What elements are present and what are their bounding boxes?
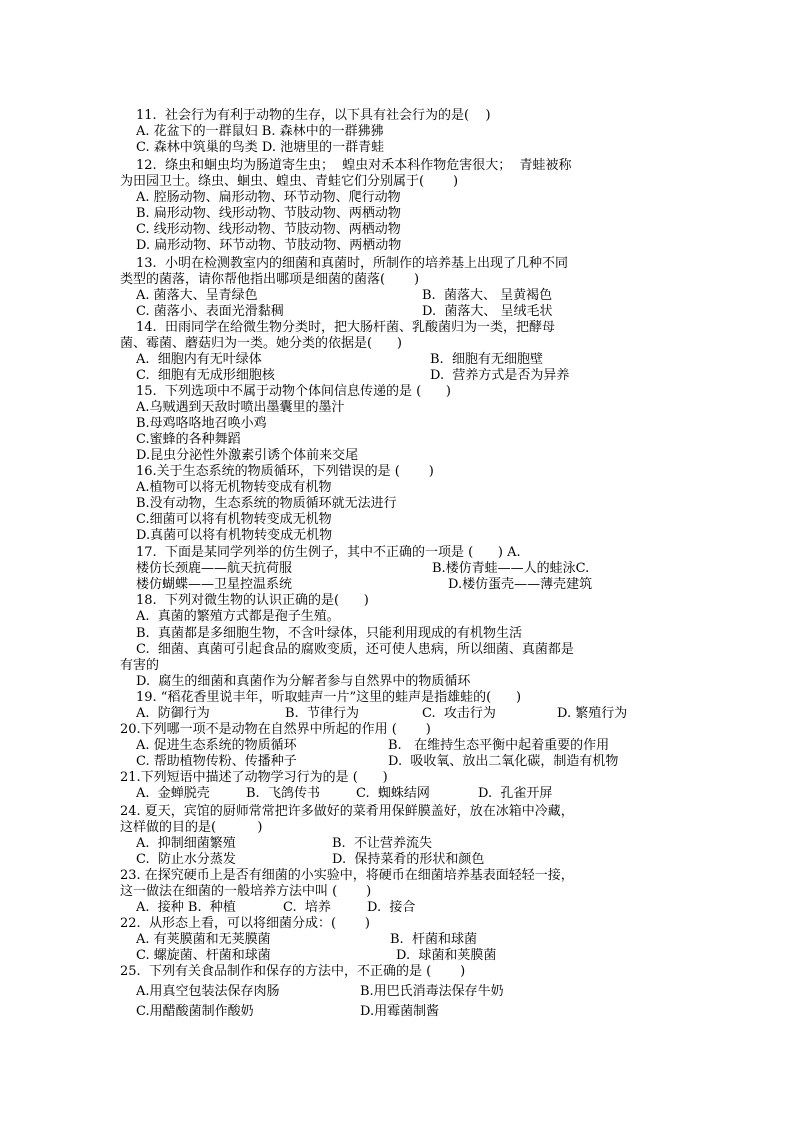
question-stem-continued: 类型的菌落，请你帮他指出哪项是细菌的菌落( ) (120, 272, 420, 287)
option-c: C.用醋酸菌制作酸奶 (136, 1004, 254, 1019)
option-c: C. 菌落小、表面光滑黏稠 (136, 304, 284, 319)
option-a: A. 防御行为 (136, 706, 210, 721)
option-c: C. 培养 (283, 900, 331, 915)
option-d: D.用霉菌制酱 (360, 1004, 440, 1019)
question-stem: 16.关于生态系统的物质循环，下列错误的是 ( ) (136, 464, 434, 479)
option-b: B.没有动物，生态系统的物质循环就无法进行 (136, 496, 397, 511)
option-b: B.用巴氏消毒法保存牛奶 (360, 984, 504, 999)
option-c-continued: 有害的 (120, 658, 160, 673)
option-a: A.乌贼遇到天敌时喷出墨囊里的墨汁 (136, 400, 345, 415)
question-stem: 25. 下列有关食品制作和保存的方法中，不正确的是 ( ) (120, 964, 466, 979)
option-b: B. 飞鸽传书 (246, 786, 320, 801)
option-c: C. 细胞有无成形细胞核 (136, 368, 275, 383)
question-stem: 14. 田雨同学在给微生物分类时，把大肠杆菌、乳酸菌归为一类，把酵母 (136, 320, 555, 335)
option-b: B. 真菌都是多细胞生物，不含叶绿体，只能利用现成的有机物生活 (136, 626, 522, 641)
option-b: B. 不让营养流失 (332, 836, 432, 851)
question-stem: 19. “稻花香里说丰年，听取蛙声一片”这里的蛙声是指雄蛙的( ) (136, 690, 522, 705)
question-stem: 20.下列哪一项不是动物在自然界中所起的作用 ( ) (120, 722, 431, 737)
option-d: D. 繁殖行为 (557, 706, 628, 721)
option-a: A.植物可以将无机物转变成有机物 (136, 480, 332, 495)
option-d: D. 球菌和荚膜菌 (396, 948, 497, 963)
option-line: A. 花盆下的一群鼠妇 B. 森林中的一群狒狒 (136, 124, 384, 139)
question-stem: 22. 从形态上看，可以将细菌分成：( ) (120, 916, 371, 931)
question-stem: 17. 下面是某同学列举的仿生例子，其中不正确的一项是 ( ) A. (136, 545, 521, 560)
option-a: A. 细胞内有无叶绿体 (136, 352, 262, 367)
question-stem-continued: 菌、霉菌、蘑菇归为一类。她分类的依据是( ) (120, 336, 402, 351)
option-a: A. 抑制细菌繁殖 (136, 836, 236, 851)
option-d: D. 孔雀开屏 (478, 786, 553, 801)
question-stem: 24. 夏天，宾馆的厨师常常把许多做好的菜肴用保鲜膜盖好，放在冰箱中冷藏， (120, 804, 574, 819)
option-c: C. 帮助植物传粉、传播种子 (136, 754, 297, 769)
question-stem: 21.下列短语中描述了动物学习行为的是 ( ) (120, 770, 388, 785)
question-stem-continued: 这一做法在细菌的一般培养方法中叫 ( ) (120, 884, 372, 899)
option-c: C. 攻击行为 (422, 706, 496, 721)
option-a: A. 真菌的繁殖方式都是孢子生殖。 (136, 609, 340, 624)
option-b: B. 节律行为 (285, 706, 359, 721)
option-d: D.昆虫分泌性外激素引诱个体前来交尾 (136, 448, 359, 463)
option-a: 楼仿长颈鹿——航天抗荷服 (136, 561, 293, 576)
option-c: C.细菌可以将有机物转变成无机物 (136, 512, 332, 527)
option-d: D. 营养方式是否为异养 (430, 368, 570, 383)
question-stem: 15. 下列选项中不属于动物个体间信息传递的是 ( ) (136, 384, 452, 399)
question-stem: 23. 在探究硬币上是否有细菌的小实验中，将硬币在细菌培养基表面轻轻一接， (120, 868, 574, 883)
question-stem: 13. 小明在检测教室内的细菌和真菌时，所制作的培养基上出现了几种不同 (136, 256, 568, 271)
option-a: A. 促进生态系统的物质循环 (136, 738, 297, 753)
option-a: A. 腔肠动物、扁形动物、环节动物、爬行动物 (136, 190, 401, 205)
option-c: C. 蜘蛛结网 (356, 786, 430, 801)
option-b: B.母鸡咯咯地召唤小鸡 (136, 416, 267, 431)
option-a: A.用真空包装法保存肉肠 (136, 984, 280, 999)
option-a: A. 有荚膜菌和无荚膜菌 (136, 932, 271, 947)
option-b: B. 细胞有无细胞壁 (430, 352, 543, 367)
option-d: D. 吸收氧、放出二氧化碳，制造有机物 (388, 754, 619, 769)
option-b: B. 在维持生态平衡中起着重要的作用 (388, 738, 610, 753)
question-stem-continued: 为田园卫士。绦虫、蛔虫、蝗虫、青蛙它们分别属于( ) (120, 174, 459, 189)
option-c: C. 螺旋菌、杆菌和球菌 (136, 948, 271, 963)
option-c: 楼仿蝴蝶——卫星控温系统 (136, 577, 293, 592)
option-a-b: A. 接种 B. 种植 (136, 900, 236, 915)
option-b: B.楼仿青蛙——人的蛙泳C. (432, 561, 590, 576)
option-b: B. 杆菌和球菌 (390, 932, 477, 947)
question-stem: 11. 社会行为有利于动物的生存，以下具有社会行为的是( ) (136, 108, 491, 123)
option-line: C. 森林中筑巢的鸟类 D. 池塘里的一群青蛙 (136, 140, 385, 155)
option-c: C. 防止水分蒸发 (136, 852, 236, 867)
option-d: D. 菌落大、 呈绒毛状 (422, 304, 553, 319)
question-stem: 18. 下列对微生物的认识正确的是( ) (136, 593, 369, 608)
option-b: B. 扁形动物、线形动物、节肢动物、两栖动物 (136, 206, 401, 221)
option-c: C.蜜蜂的各种舞蹈 (136, 432, 241, 447)
option-b: B. 菌落大、 呈黄褐色 (422, 288, 553, 303)
option-d: D. 扁形动物、环节动物、节肢动物、两栖动物 (136, 238, 402, 253)
option-d: D.真菌可以将有机物转变成无机物 (136, 528, 333, 543)
option-d: D. 接合 (367, 900, 416, 915)
option-a: A. 金蝉脱壳 (136, 786, 210, 801)
question-stem: 12. 绦虫和蛔虫均为肠道寄生虫； 蝗虫对禾本科作物危害很大； 青蛙被称 (136, 158, 572, 173)
option-c: C. 线形动物、线形动物、节肢动物、两栖动物 (136, 222, 401, 237)
option-c: C. 细菌、真菌可引起食品的腐败变质，还可使人患病，所以细菌、真菌都是 (136, 642, 574, 657)
question-stem-continued: 这样做的目的是( ) (120, 820, 263, 835)
option-d: D.楼仿蛋壳——薄壳建筑 (448, 577, 593, 592)
option-d: D. 腐生的细菌和真菌作为分解者参与自然界中的物质循环 (136, 674, 471, 689)
option-d: D. 保持菜肴的形状和颜色 (332, 852, 485, 867)
option-a: A. 菌落大、呈青绿色 (136, 288, 258, 303)
